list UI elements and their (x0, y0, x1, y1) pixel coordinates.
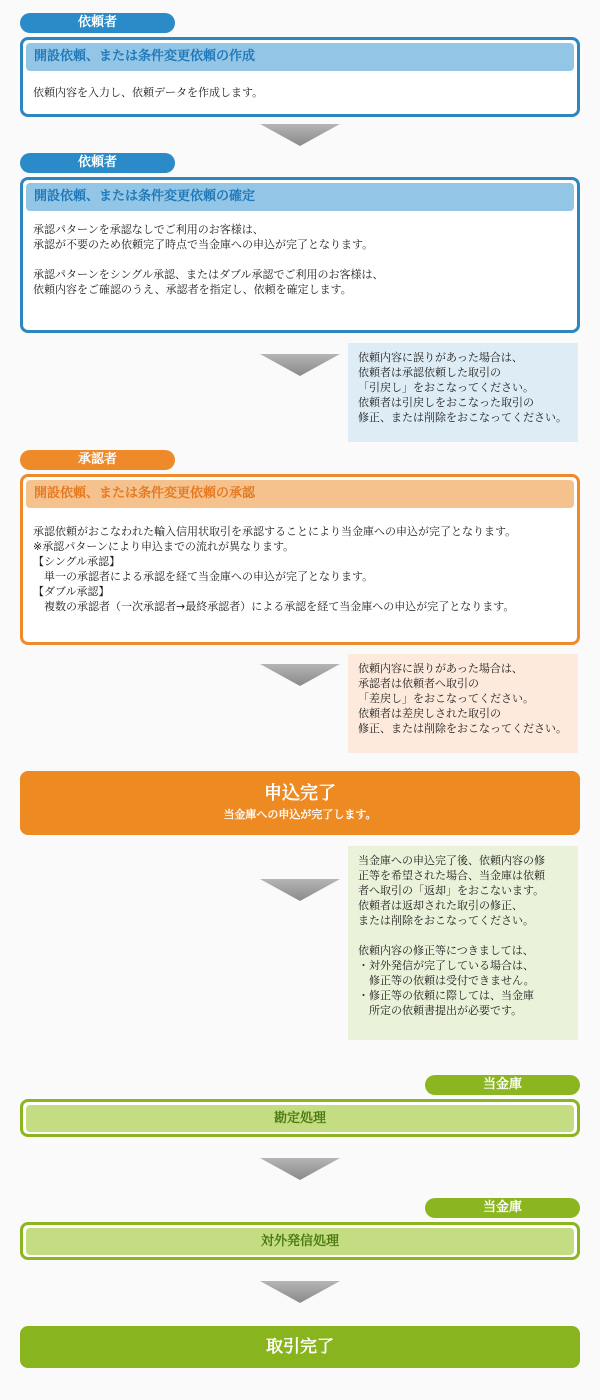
step-title: 勘定処理 (26, 1105, 574, 1132)
note-pullback: 依頼内容に誤りがあった場合は、 依頼者は承認依頼した取引の 「引戻し」をおこなってください。 依頼者は引戻しをおこなった取引の 修正、または削除をおこなってください。 (348, 343, 578, 442)
step-description: 承認依頼がおこなわれた輸入信用状取引を承認することにより当金庫への申込が完了となります。 ※承認パターンにより申込までの流れが異なります。 【シングル承認】 単一の承認者による承認を経て当金庫への申込が完了となります。 【ダブル承認】 複数の承認者（一次承認者→最終承認者）による承認を経て当金庫への申込が完了となります。 (33, 525, 517, 613)
banner-subtitle: 当金庫への申込が完了します。 (223, 808, 377, 821)
role-tag-bank: 当金庫 (425, 1198, 580, 1218)
step-description-no-approval: 承認パターンを承認なしでご利用のお客様は、 承認が不要のため依頼完了時点で当金庫への申込が完了となります。 (33, 223, 374, 251)
note-sendback: 依頼内容に誤りがあった場合は、 承認者は依頼者へ取引の 「差戻し」をおこなってください。 依頼者は差戻しされた取引の 修正、または削除をおこなってください。 (348, 654, 578, 753)
step-confirm-request (20, 177, 580, 333)
role-tag-requester: 依頼者 (20, 13, 175, 33)
flow-arrow-down-icon (260, 124, 340, 146)
flow-arrow-down-icon (260, 354, 340, 376)
step-description: 依頼内容を入力し、依頼データを作成します。 (33, 86, 264, 99)
flow-arrow-down-icon (260, 664, 340, 686)
banner-title: 申込完了 (264, 783, 336, 804)
role-tag-requester: 依頼者 (20, 153, 175, 173)
step-title: 開設依頼、または条件変更依頼の確定 (26, 183, 574, 211)
step-title: 対外発信処理 (26, 1228, 574, 1255)
application-complete-banner (20, 771, 580, 835)
flow-arrow-down-icon (260, 1281, 340, 1303)
role-tag-bank: 当金庫 (425, 1075, 580, 1095)
banner-title: 取引完了 (266, 1337, 334, 1357)
transaction-complete-banner (20, 1326, 580, 1368)
step-title: 開設依頼、または条件変更依頼の作成 (26, 43, 574, 71)
step-create-request (20, 37, 580, 117)
step-approve-request (20, 474, 580, 645)
step-description-with-approval: 承認パターンをシングル承認、またはダブル承認でご利用のお客様は、 依頼内容をご確認のうえ、承認者を指定し、依頼を確定します。 (33, 268, 384, 296)
step-accounting (20, 1099, 580, 1137)
flow-arrow-down-icon (260, 879, 340, 901)
step-external-transmission (20, 1222, 580, 1260)
step-title: 開設依頼、または条件変更依頼の承認 (26, 480, 574, 508)
role-tag-approver: 承認者 (20, 450, 175, 470)
flow-arrow-down-icon (260, 1158, 340, 1180)
note-return: 当金庫への申込完了後、依頼内容の修 正等を希望された場合、当金庫は依頼 者へ取引の「返却」をおこないます。 依頼者は返却された取引の修正、 または削除をおこなってください。 依頼内容の修正等につきましては、 ・対外発信が完了している場合は、 修正等の依頼は受付できません。 ・修正等の依頼に際しては、当金庫 所定の依頼書提出が必要です。 (348, 846, 578, 1040)
